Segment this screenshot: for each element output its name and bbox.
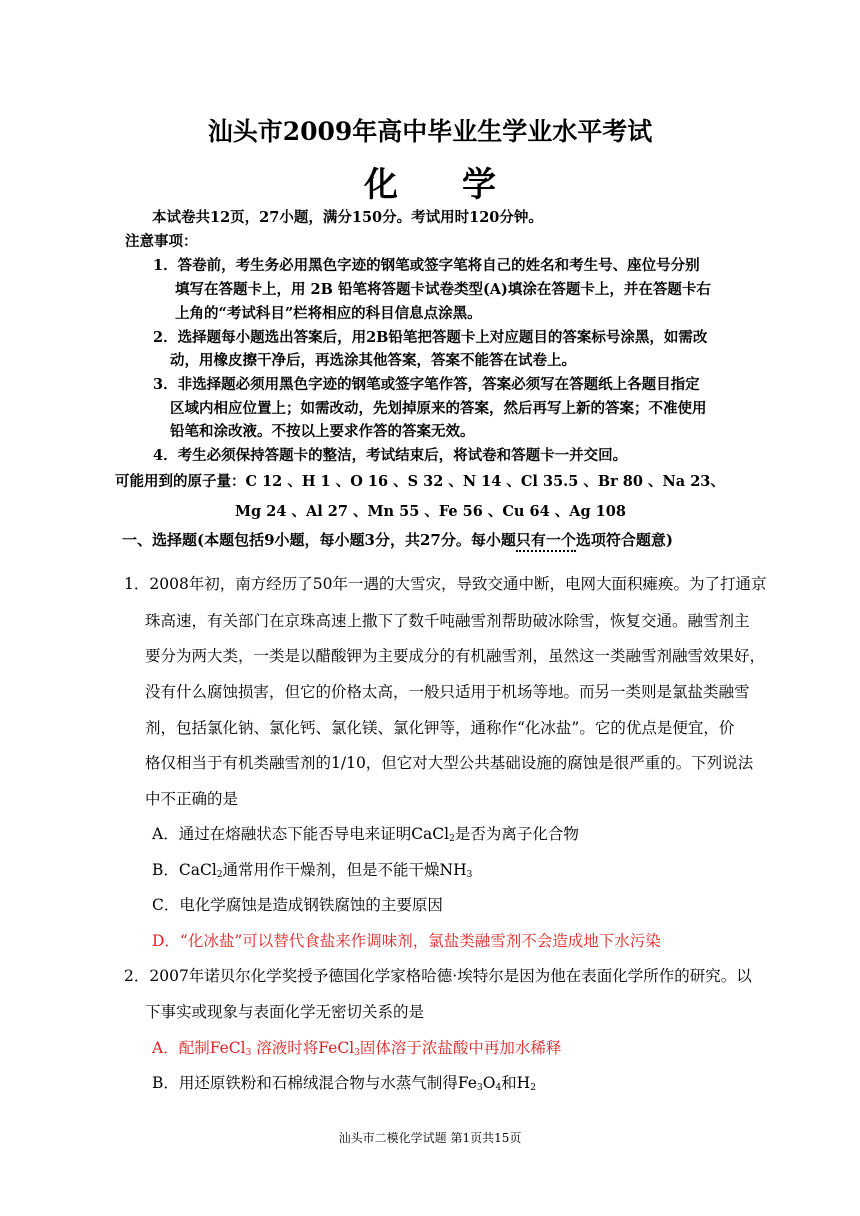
notice-line: 区域内相应位置上；如需改动，先划掉原来的答案，然后再写上新的答案；不准使用 [170,400,707,417]
question-1-line: 要分为两大类，一类是以醋酸钾为主要成分的有机融雪剂，虽然这一类融雪剂融雪效果好， [145,647,766,665]
question-1-line: 格仅相当于有机类融雪剂的1/10，但它对大型公共基础设施的腐蚀是很严重的。下列说法 [145,754,754,772]
question-2-line: 2．2007年诺贝尔化学奖授予德国化学家格哈德·埃特尔是因为他在表面化学所作的研究。以 [124,967,752,985]
page-footer: 汕头市二模化学试题 第1页共15页 [338,1131,522,1145]
notice-heading: 注意事项： [125,233,198,250]
question-2-option-b: B．用还原铁粉和石棉绒混合物与水蒸气制得$Fe_3O_4$和$H_2$ [152,1074,536,1093]
atomic-masses-line2: Mg 24 、Al 27 、Mn 55 、Fe 56 、Cu 64 、Ag 108 [235,503,626,520]
question-1-line: 剂，包括氯化钠、氯化钙、氯化镁、氯化钾等，通称作“化冰盐”。它的优点是便宜，价 [145,719,735,737]
question-1-line: 中不正确的是 [145,790,239,808]
exam-title: 汕头市2009年高中毕业生学业水平考试 [207,117,653,146]
notice-line: 4．考生必须保持答题卡的整洁，考试结束后，将试卷和答题卡一并交回。 [153,447,628,464]
section-heading: 一、选择题(本题包括9小题，每小题3分，共27分。每小题只有一个选项符合题意) [122,529,673,550]
notice-line: 1．答卷前，考生务必用黑色字迹的钢笔或签字笔将自己的姓名和考生号、座位号分别 [153,257,700,274]
notice-line: 上角的“考试科目”栏将相应的科目信息点涂黑。 [175,305,482,322]
question-2-line: 下事实或现象与表面化学无密切关系的是 [145,1003,425,1021]
question-1-option-c: C．电化学腐蚀是造成钢铁腐蚀的主要原因 [152,896,443,914]
question-1-line: 珠高速，有关部门在京珠高速上撒下了数千吨融雪剂帮助破冰除雪，恢复交通。融雪剂主 [145,612,750,630]
exam-info: 本试卷共12页，27小题，满分150分。考试用时120分钟。 [152,209,543,226]
question-1-option-d: D．“化冰盐”可以替代食盐来作调味剂，氯盐类融雪剂不会造成地下水污染 [152,932,661,950]
atomic-masses-line1: 可能用到的原子量：C 12 、H 1 、O 16 、S 32 、N 14 、Cl 35.5 、Br 80 、Na 23、 [115,473,725,490]
notice-line: 2．选择题每小题选出答案后，用2B铅笔把答题卡上对应题目的答案标号涂黑，如需改 [153,329,708,346]
notice-line: 动，用橡皮擦干净后，再选涂其他答案，答案不能答在试卷上。 [170,352,576,369]
notice-line: 铅笔和涂改液。不按以上要求作答的答案无效。 [170,423,475,440]
subject-title: 化学 [364,165,560,205]
question-1-line: 没有什么腐蚀损害，但它的价格太高，一般只适用于机场等地。而另一类则是氯盐类融雪 [145,683,750,701]
question-2-option-a: A．配制FeCl$_3$ 溶液时将FeCl$_3$固体溶于浓盐酸中再加水稀释 [152,1039,562,1058]
notice-line: 填写在答题卡上，用 2B 铅笔将答题卡试卷类型(A)填涂在答题卡上，并在答题卡右 [175,281,711,298]
notice-line: 3．非选择题必须用黑色字迹的钢笔或签字笔作答，答案必须写在答题纸上各题目指定 [153,376,700,393]
question-1-option-b: B．CaCl$_2$通常用作干燥剂，但是不能干燥$NH_3$ [152,861,473,880]
section-heading-emphasis: 只有一个 [516,531,576,552]
question-1-option-a: A．通过在熔融状态下能否导电来证明CaCl$_2$是否为离子化合物 [152,825,579,844]
question-1-line: 1．2008年初，南方经历了50年一遇的大雪灾，导致交通中断，电网大面积瘫痪。为了打通京 [124,575,767,593]
